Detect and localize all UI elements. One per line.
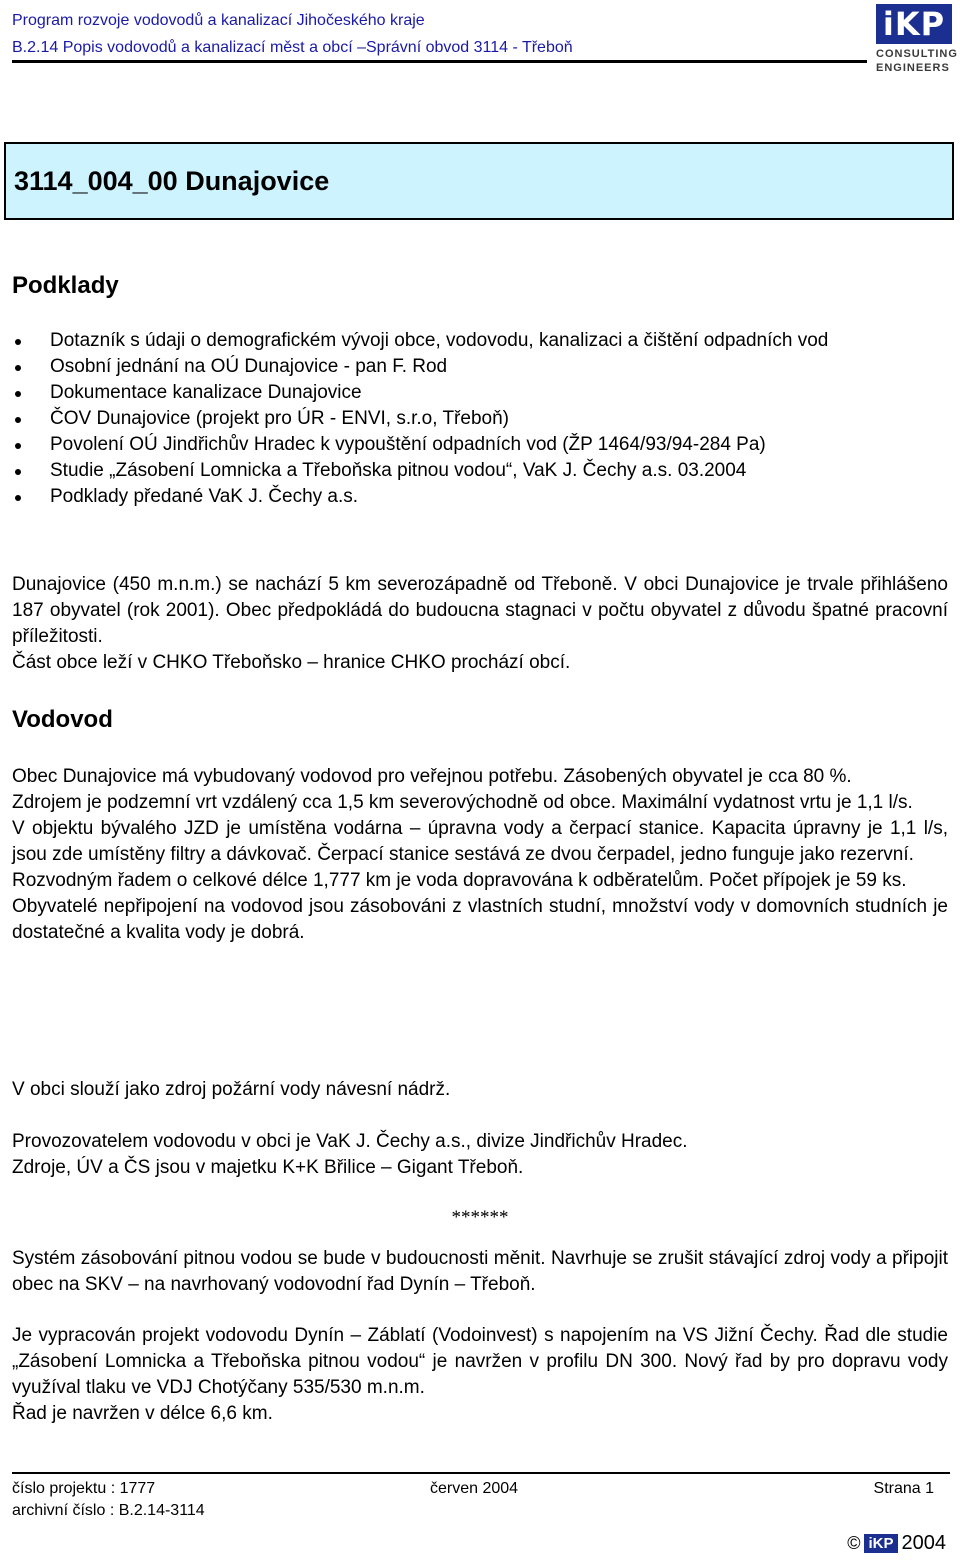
header-section-title: B.2.14 Popis vodovodů a kanalizací měst a obcí –Správní obvod 3114 - Třeboň <box>12 39 573 56</box>
vodovod-section <box>12 764 948 946</box>
vodovod-paragraph: Obyvatelé nepřipojení na vodovod jsou zásobováni z vlastních studní, množství vody v domovních studních je dostatečné a kvalita vody je dobrá. <box>12 896 948 943</box>
vodovod-paragraph: V objektu bývalého JZD je umístěna vodárna – úpravna vody a čerpací stanice. Kapacita úpravny je 1,1 l/s, jsou zde umístěny filtry a dávkovač. Čerpací stanice sestává ze dvou čerpadel, jedno funguje jako rezervní. <box>12 818 948 865</box>
copyright <box>847 1532 946 1555</box>
header-program-title: Program rozvoje vodovodů a kanalizací Jihočeského kraje <box>12 12 425 29</box>
copyright-icon: © <box>847 1533 861 1553</box>
logo-mark: iKP <box>876 4 952 44</box>
section-separator: ****** <box>451 1207 509 1228</box>
heading-podklady: Podklady <box>12 272 119 299</box>
podklady-list <box>12 328 952 510</box>
page-footer <box>12 1472 950 1552</box>
future-plan-paragraph: Systém zásobování pitnou vodou se bude v budoucnosti měnit. Navrhuje se zrušit stávající zdroj vody a připojit obec na SKV – na navrhovaný vodovodní řad Dynín – Třeboň. <box>12 1248 948 1295</box>
page-number: Strana 1 <box>873 1480 934 1497</box>
document-title: 3114_004_00 Dunajovice <box>4 142 954 220</box>
intro-chko-paragraph: Část obce leží v CHKO Třeboňsko – hranice CHKO prochází obcí. <box>12 652 571 673</box>
header-rule <box>12 60 867 63</box>
footer-date: červen 2004 <box>430 1480 519 1497</box>
list-item: Studie „Zásobení Lomnicka a Třeboňska pitnou vodou“, VaK J. Čechy a.s. 03.2004 <box>12 458 952 484</box>
page-header <box>12 8 948 68</box>
vodovod-paragraph: Zdrojem je podzemní vrt vzdálený cca 1,5 km severovýchodně od obce. Maximální vydatnost vrtu je 1,1 l/s. <box>12 792 913 813</box>
list-item: Podklady předané VaK J. Čechy a.s. <box>12 484 952 510</box>
list-item: Dotazník s údaji o demografickém vývoji obce, vodovodu, kanalizaci a čištění odpadních vod <box>12 328 952 354</box>
list-item: Dokumentace kanalizace Dunajovice <box>12 380 952 406</box>
pipe-length-paragraph: Řad je navržen v délce 6,6 km. <box>12 1403 273 1424</box>
project-paragraph: Je vypracován projekt vodovodu Dynín – Záblatí (Vodoinvest) s napojením na VS Jižní Čechy. Řad dle studie „Zásobení Lomnicka a Třeboňska pitnou vodou“ je navržen v profilu DN 300. Nový řad by pro dopravu vody využíval tlaku ve VDJ Chotýčany 535/530 m.n.m. <box>12 1325 948 1398</box>
project-number: číslo projektu : 1777 <box>12 1480 156 1497</box>
logo-subtitle-1: CONSULTING <box>876 48 958 60</box>
list-item: Osobní jednání na OÚ Dunajovice - pan F. Rod <box>12 354 952 380</box>
logo-subtitle-2: ENGINEERS <box>876 62 950 74</box>
operator-section <box>12 1129 948 1181</box>
heading-vodovod: Vodovod <box>12 706 113 733</box>
copyright-logo: iKP <box>864 1534 897 1553</box>
intro-paragraph: Dunajovice (450 m.n.m.) se nachází 5 km severozápadně od Třeboně. V obci Dunajovice je trvale přihlášeno 187 obyvatel (rok 2001). Obec předpokládá do budoucna stagnaci v počtu obyvatel z důvodu špatné pracovní příležitosti. <box>12 574 948 647</box>
vodovod-paragraph: Obec Dunajovice má vybudovaný vodovod pro veřejnou potřebu. Zásobených obyvatel je cca 80 %. <box>12 766 852 787</box>
vodovod-paragraph: Rozvodným řadem o celkové délce 1,777 km je voda dopravována k odběratelům. Počet přípojek je 59 ks. <box>12 870 907 891</box>
company-logo <box>876 4 958 76</box>
list-item: Povolení OÚ Jindřichův Hradec k vypouštění odpadních vod (ŽP 1464/93/94-284 Pa) <box>12 432 952 458</box>
list-item: ČOV Dunajovice (projekt pro ÚR - ENVI, s.r.o, Třeboň) <box>12 406 952 432</box>
copyright-year: 2004 <box>901 1532 946 1554</box>
intro-section <box>12 572 948 676</box>
operator-paragraph: Provozovatelem vodovodu v obci je VaK J. Čechy a.s., divize Jindřichův Hradec. <box>12 1131 688 1152</box>
ownership-paragraph: Zdroje, ÚV a ČS jsou v majetku K+K Břilice – Gigant Třeboň. <box>12 1157 524 1178</box>
footer-rule <box>12 1472 950 1474</box>
fire-water-paragraph: V obci slouží jako zdroj požární vody návesní nádrž. <box>12 1079 451 1100</box>
archive-number: archivní číslo : B.2.14-3114 <box>12 1502 205 1519</box>
project-section <box>12 1323 948 1427</box>
